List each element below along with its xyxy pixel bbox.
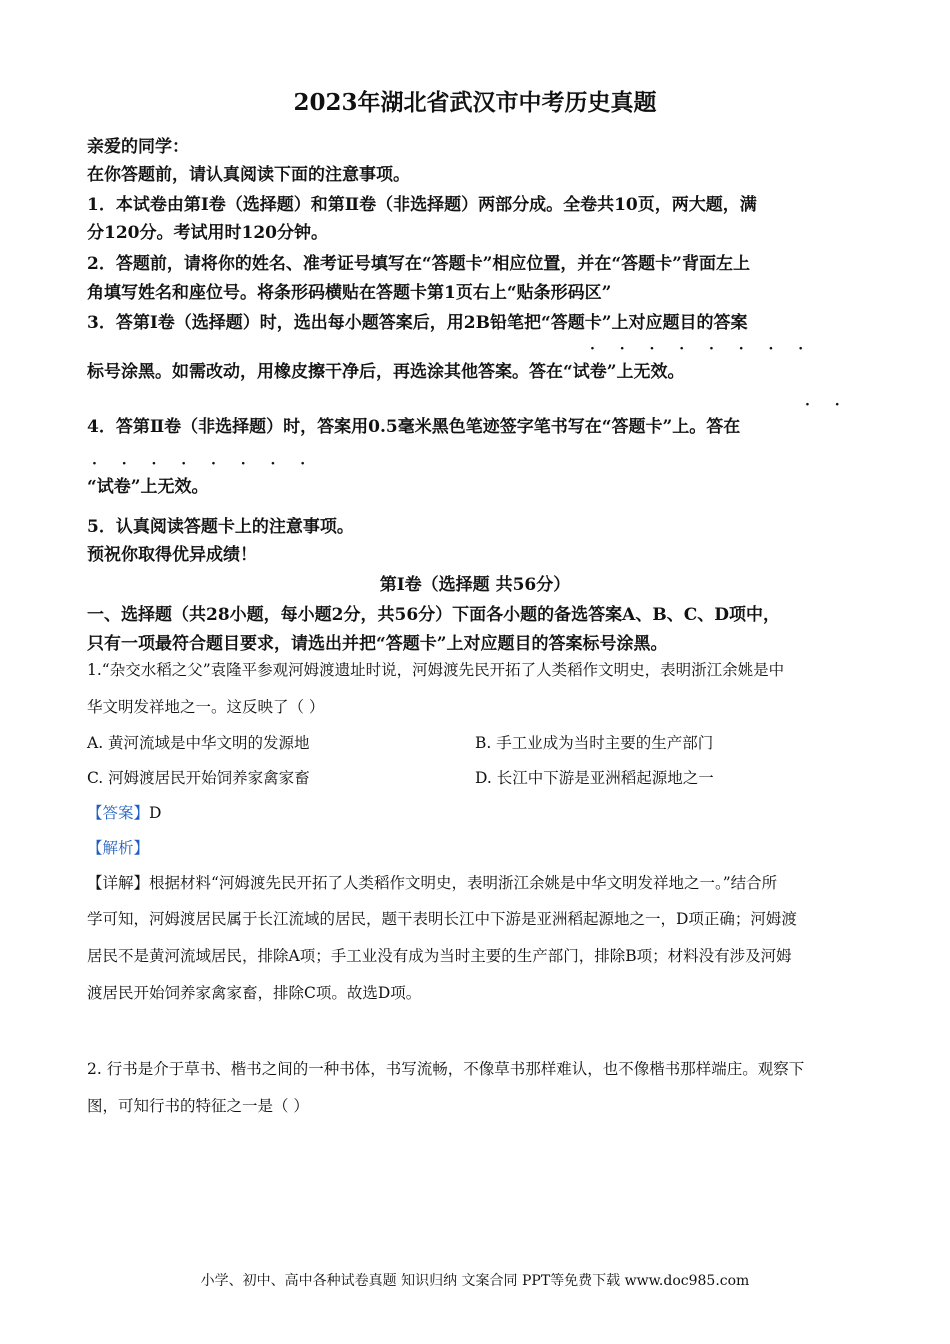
section-instructions-line-2: 只有一项最符合题目要求，请选出并把“答题卡”上对应题目的答案标号涂黑。: [87, 634, 668, 654]
section-instructions-line-1: 一、选择题（共28小题，每小题2分，共56分）下面各小题的备选答案A、B、C、D项中，: [87, 605, 780, 625]
emphasis-dots: · · · · · · · ·: [590, 341, 814, 357]
wish: 预祝你取得优异成绩！: [87, 545, 257, 565]
detail-label: 【详解】: [87, 874, 150, 892]
answer-value: D: [149, 804, 162, 822]
notes-intro: 在你答题前，请认真阅读下面的注意事项。: [87, 165, 410, 185]
question-1-stem-line-1: 1.“杂交水稻之父”袁隆平参观河姆渡遗址时说，河姆渡先民开拓了人类稻作文明史，表明浙江余姚是中: [87, 661, 785, 679]
note-3-line-1: 3．答第Ⅰ卷（选择题）时，选出每小题答案后，用2B铅笔把“答题卡”上对应题目的答案: [87, 313, 748, 333]
note-5: 5．认真阅读答题卡上的注意事项。: [87, 517, 354, 537]
note-2-line-2: 角填写姓名和座位号。将条形码横贴在答题卡第1页右上“贴条形码区”: [87, 283, 612, 303]
note-1-line-1: 1．本试卷由第Ⅰ卷（选择题）和第Ⅱ卷（非选择题）两部分成。全卷共10页，两大题，满: [87, 195, 757, 215]
question-1-option-a: A. 黄河流域是中华文明的发源地: [87, 734, 310, 752]
emphasis-dots: · ·: [805, 397, 850, 413]
question-1-option-c: C. 河姆渡居民开始饲养家禽家畜: [87, 769, 310, 787]
page-title: 2023年湖北省武汉市中考历史真题: [293, 89, 657, 116]
page-footer: 小学、初中、高中各种试卷真题 知识归纳 文案合同 PPT等免费下载 www.doc985.com: [200, 1273, 750, 1289]
question-1-stem-line-2: 华文明发祥地之一。这反映了（ ）: [87, 698, 325, 716]
answer-row: [87, 801, 161, 823]
detail-line-3: 居民不是黄河流域居民，排除A项；手工业没有成为当时主要的生产部门，排除B项；材料没有涉及河姆: [87, 947, 792, 965]
detail-line-4: 渡居民开始饲养家禽家畜，排除C项。故选D项。: [87, 984, 422, 1002]
question-1-option-d: D. 长江中下游是亚洲稻起源地之一: [475, 769, 714, 787]
note-1-line-2: 分120分。考试用时120分钟。: [87, 223, 328, 243]
question-1-option-b: B. 手工业成为当时主要的生产部门: [475, 734, 714, 752]
detail-text: 根据材料“河姆渡先民开拓了人类稻作文明史，表明浙江余姚是中华文明发祥地之一。”结合所: [149, 874, 778, 892]
note-2-line-1: 2．答题前，请将你的姓名、准考证号填写在“答题卡”相应位置，并在“答题卡”背面左上: [87, 254, 750, 274]
question-2-stem-line-1: 2. 行书是介于草书、楷书之间的一种书体，书写流畅，不像草书那样难认，也不像楷书那样端庄。观察下: [87, 1060, 805, 1078]
greeting: 亲爱的同学：: [87, 137, 189, 157]
note-4-line-2: “试卷”上无效。: [87, 477, 209, 497]
emphasis-dots: · · · · · · · ·: [92, 456, 316, 472]
section-heading: 第Ⅰ卷（选择题 共56分）: [379, 575, 571, 595]
question-2-stem-line-2: 图，可知行书的特征之一是（ ）: [87, 1097, 309, 1115]
detail-line-2: 学可知，河姆渡居民属于长江流域的居民，题干表明长江中下游是亚洲稻起源地之一，D项正确；河姆渡: [87, 910, 797, 928]
note-4-line-1: 4．答第Ⅱ卷（非选择题）时，答案用0.5毫米黑色笔迹签字笔书写在“答题卡”上。答在: [87, 417, 741, 437]
answer-label: 【答案】: [87, 804, 150, 822]
note-3-line-2: 标号涂黑。如需改动，用橡皮擦干净后，再选涂其他答案。答在“试卷”上无效。: [87, 362, 685, 382]
detail-line-1: [87, 871, 777, 893]
analysis-label: 【解析】: [87, 839, 150, 857]
